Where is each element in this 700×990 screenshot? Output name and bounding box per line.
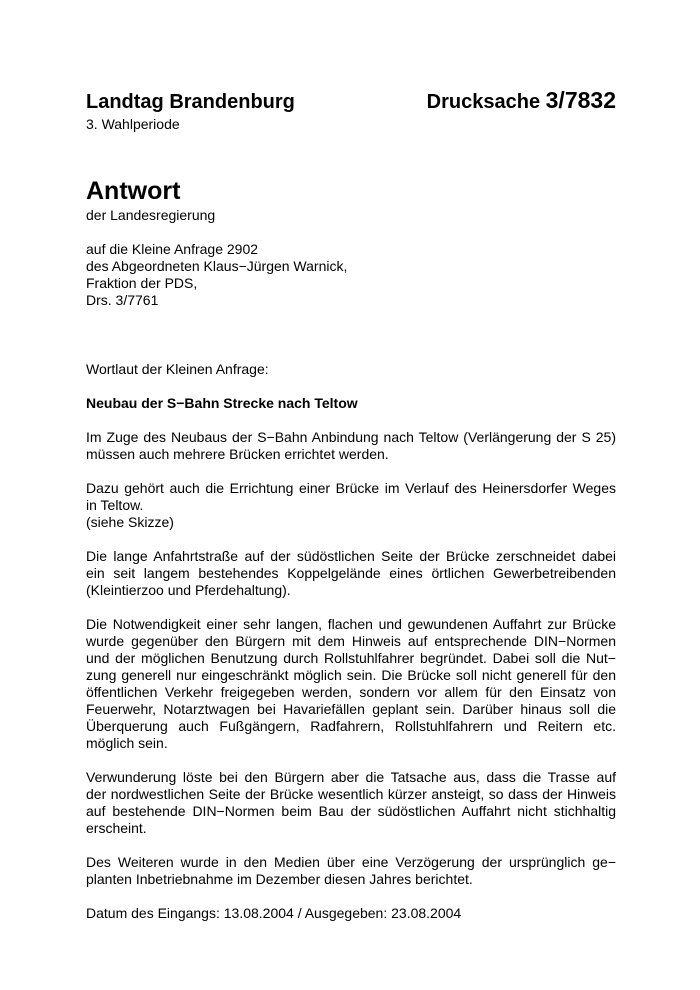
paragraph-line: Verwunderung löste bei den Bürgern aber die Tatsache aus, dass die Trasse auf (86, 769, 616, 785)
body-paragraph (86, 429, 616, 463)
inquiry-line: Drs. 3/7761 (86, 292, 159, 308)
paragraph-line: auf bestehende DIN−Normen beim Bau der südöstlichen Auffahrt nicht stichhaltig (86, 803, 616, 819)
paragraph-line: (siehe Skizze) (86, 514, 174, 530)
document-subtitle: der Landesregierung (86, 207, 216, 223)
paragraph-line: der nordwestlichen Seite der Brücke wesentlich kürzer ansteigt, so dass der Hinweis (86, 786, 616, 802)
inquiry-wording-heading: Wortlaut der Kleinen Anfrage: (86, 361, 269, 377)
inquiry-line: Fraktion der PDS, (86, 275, 198, 291)
electoral-period: 3. Wahlperiode (86, 116, 180, 132)
paragraph-line: Dazu gehört auch die Errichtung einer Brücke im Verlauf des Heinersdorfer Weges (86, 480, 616, 496)
paragraph-line: (Kleintierzoo und Pferdehaltung). (86, 582, 291, 598)
paragraph-line: Die Notwendigkeit einer sehr langen, flachen und gewundenen Auffahrt zur Brücke (86, 616, 616, 632)
paragraph-line: Feuerwehr, Notarztwagen bei Havariefällen geplant sein. Darüber hinaus soll die (86, 701, 616, 717)
paragraph-line: wurde gegenüber den Bürgern mit dem Hinweis auf entsprechende DIN−Normen (86, 633, 616, 649)
parliament-name: Landtag Brandenburg (86, 91, 295, 113)
document-type-title: Antwort (86, 177, 181, 205)
print-matter-number (427, 86, 616, 116)
body-paragraph (86, 480, 616, 531)
paragraph-line: ein seit langem bestehendes Koppelgelände eines örtlichen Gewerbetreibenden (86, 565, 616, 581)
document-header (86, 88, 616, 116)
body-paragraph (86, 854, 616, 888)
paragraph-line: in Teltow. (86, 497, 144, 513)
inquiry-line: des Abgeordneten Klaus−Jürgen Warnick, (86, 258, 348, 274)
document-page (86, 88, 616, 922)
inquiry-reference (86, 241, 616, 309)
paragraph-line: Die lange Anfahrtstraße auf der südöstlichen Seite der Brücke zerschneidet dabei (86, 548, 616, 564)
body-paragraph (86, 616, 616, 752)
paragraph-line: müssen auch mehrere Brücken errichtet werden. (86, 446, 389, 462)
inquiry-topic: Neubau der S−Bahn Strecke nach Teltow (86, 395, 358, 411)
body-paragraph (86, 548, 616, 599)
receipt-issue-dates: Datum des Eingangs: 13.08.2004 / Ausgegeben: 23.08.2004 (86, 905, 462, 921)
paragraph-line: erscheint. (86, 820, 147, 836)
print-matter-value: 3/7832 (545, 87, 616, 113)
paragraph-line: Im Zuge des Neubaus der S−Bahn Anbindung nach Teltow (Verlängerung der S 25) (86, 429, 616, 445)
paragraph-line: planten Inbetriebnahme im Dezember diesen Jahres berichtet. (86, 871, 473, 887)
paragraph-line: und der möglichen Benutzung durch Rollstuhlfahrer begründet. Dabei soll die Nut− (86, 650, 616, 666)
body-paragraph (86, 769, 616, 837)
inquiry-line: auf die Kleine Anfrage 2902 (86, 241, 259, 257)
paragraph-line: Des Weiteren wurde in den Medien über eine Verzögerung der ursprünglich ge− (86, 854, 616, 870)
print-matter-label: Drucksache (426, 91, 546, 113)
paragraph-line: Überquerung auch Fußgängern, Radfahrern, Rollstuhlfahrern und Reitern etc. (86, 718, 616, 734)
paragraph-line: öffentlichen Verkehr freigegeben werden, sondern vor allem für den Einsatz von (86, 684, 616, 700)
paragraph-line: möglich sein. (86, 735, 168, 751)
paragraph-line: zung generell nur eingeschränkt möglich sein. Die Brücke soll nicht generell für den (86, 667, 616, 683)
